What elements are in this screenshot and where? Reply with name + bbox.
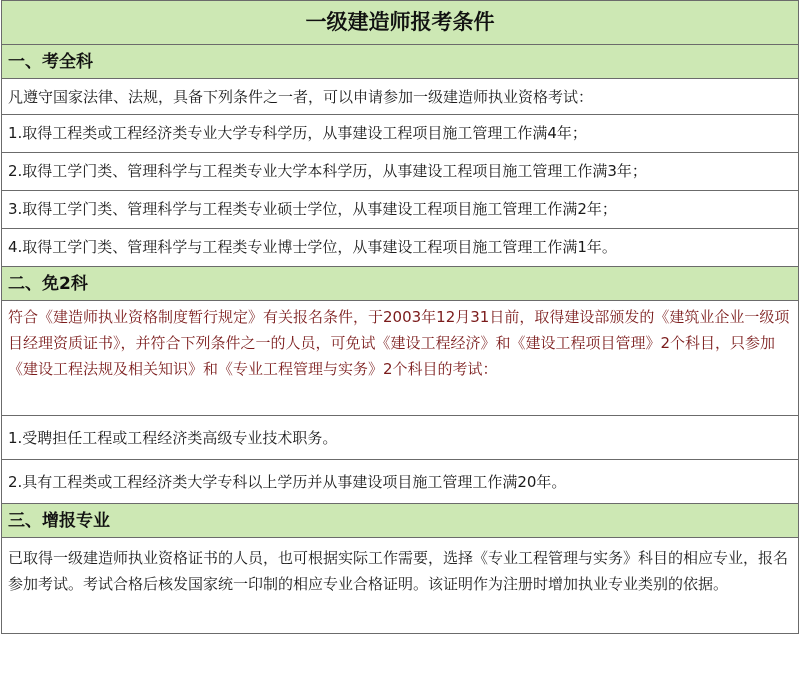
add-specialty-intro: 已取得一级建造师执业资格证书的人员，也可根据实际工作需要，选择《专业工程管理与实务》科目的相应专业，报名参加考试。考试合格后核发国家统一印制的相应专业合格证明。该证明作为注册时增加执业专业类别的依据。 — [8, 549, 789, 593]
exam-requirements-table — [1, 0, 799, 634]
full-exam-item-3: 3.取得工学门类、管理科学与工程类专业硕士学位，从事建设工程项目施工管理工作满2年； — [2, 191, 798, 229]
exempt-two-item-2: 2.具有工程类或工程经济类大学专科以上学历并从事建设项目施工管理工作满20年。 — [2, 460, 798, 504]
full-exam-item-4: 4.取得工学门类、管理科学与工程类专业博士学位，从事建设工程项目施工管理工作满1年。 — [2, 229, 798, 267]
exempt-two-item-1: 1.受聘担任工程或工程经济类高级专业技术职务。 — [2, 416, 798, 460]
exempt-two-intro: 符合《建造师执业资格制度暂行规定》有关报名条件，于2003年12月31日前，取得建设部颁发的《建筑业企业一级项目经理资质证书》，并符合下列条件之一的人员，可免试《建设工程经济》和《建设工程项目管理》2个科目，只参加《建设工程法规及相关知识》和《专业工程管理与实务》2个科目的考试： — [2, 301, 798, 416]
section-heading-exempt-two: 二、免2科 — [2, 267, 798, 301]
section-heading-full-exam: 一、考全科 — [2, 45, 798, 79]
full-exam-item-2: 2.取得工学门类、管理科学与工程类专业大学本科学历，从事建设工程项目施工管理工作满3年； — [2, 153, 798, 191]
full-exam-intro: 凡遵守国家法律、法规，具备下列条件之一者，可以申请参加一级建造师执业资格考试： — [2, 79, 798, 115]
full-exam-item-1: 1.取得工程类或工程经济类专业大学专科学历，从事建设工程项目施工管理工作满4年； — [2, 115, 798, 153]
page-title: 一级建造师报考条件 — [2, 1, 798, 45]
section-heading-add-specialty: 三、增报专业 — [2, 504, 798, 538]
